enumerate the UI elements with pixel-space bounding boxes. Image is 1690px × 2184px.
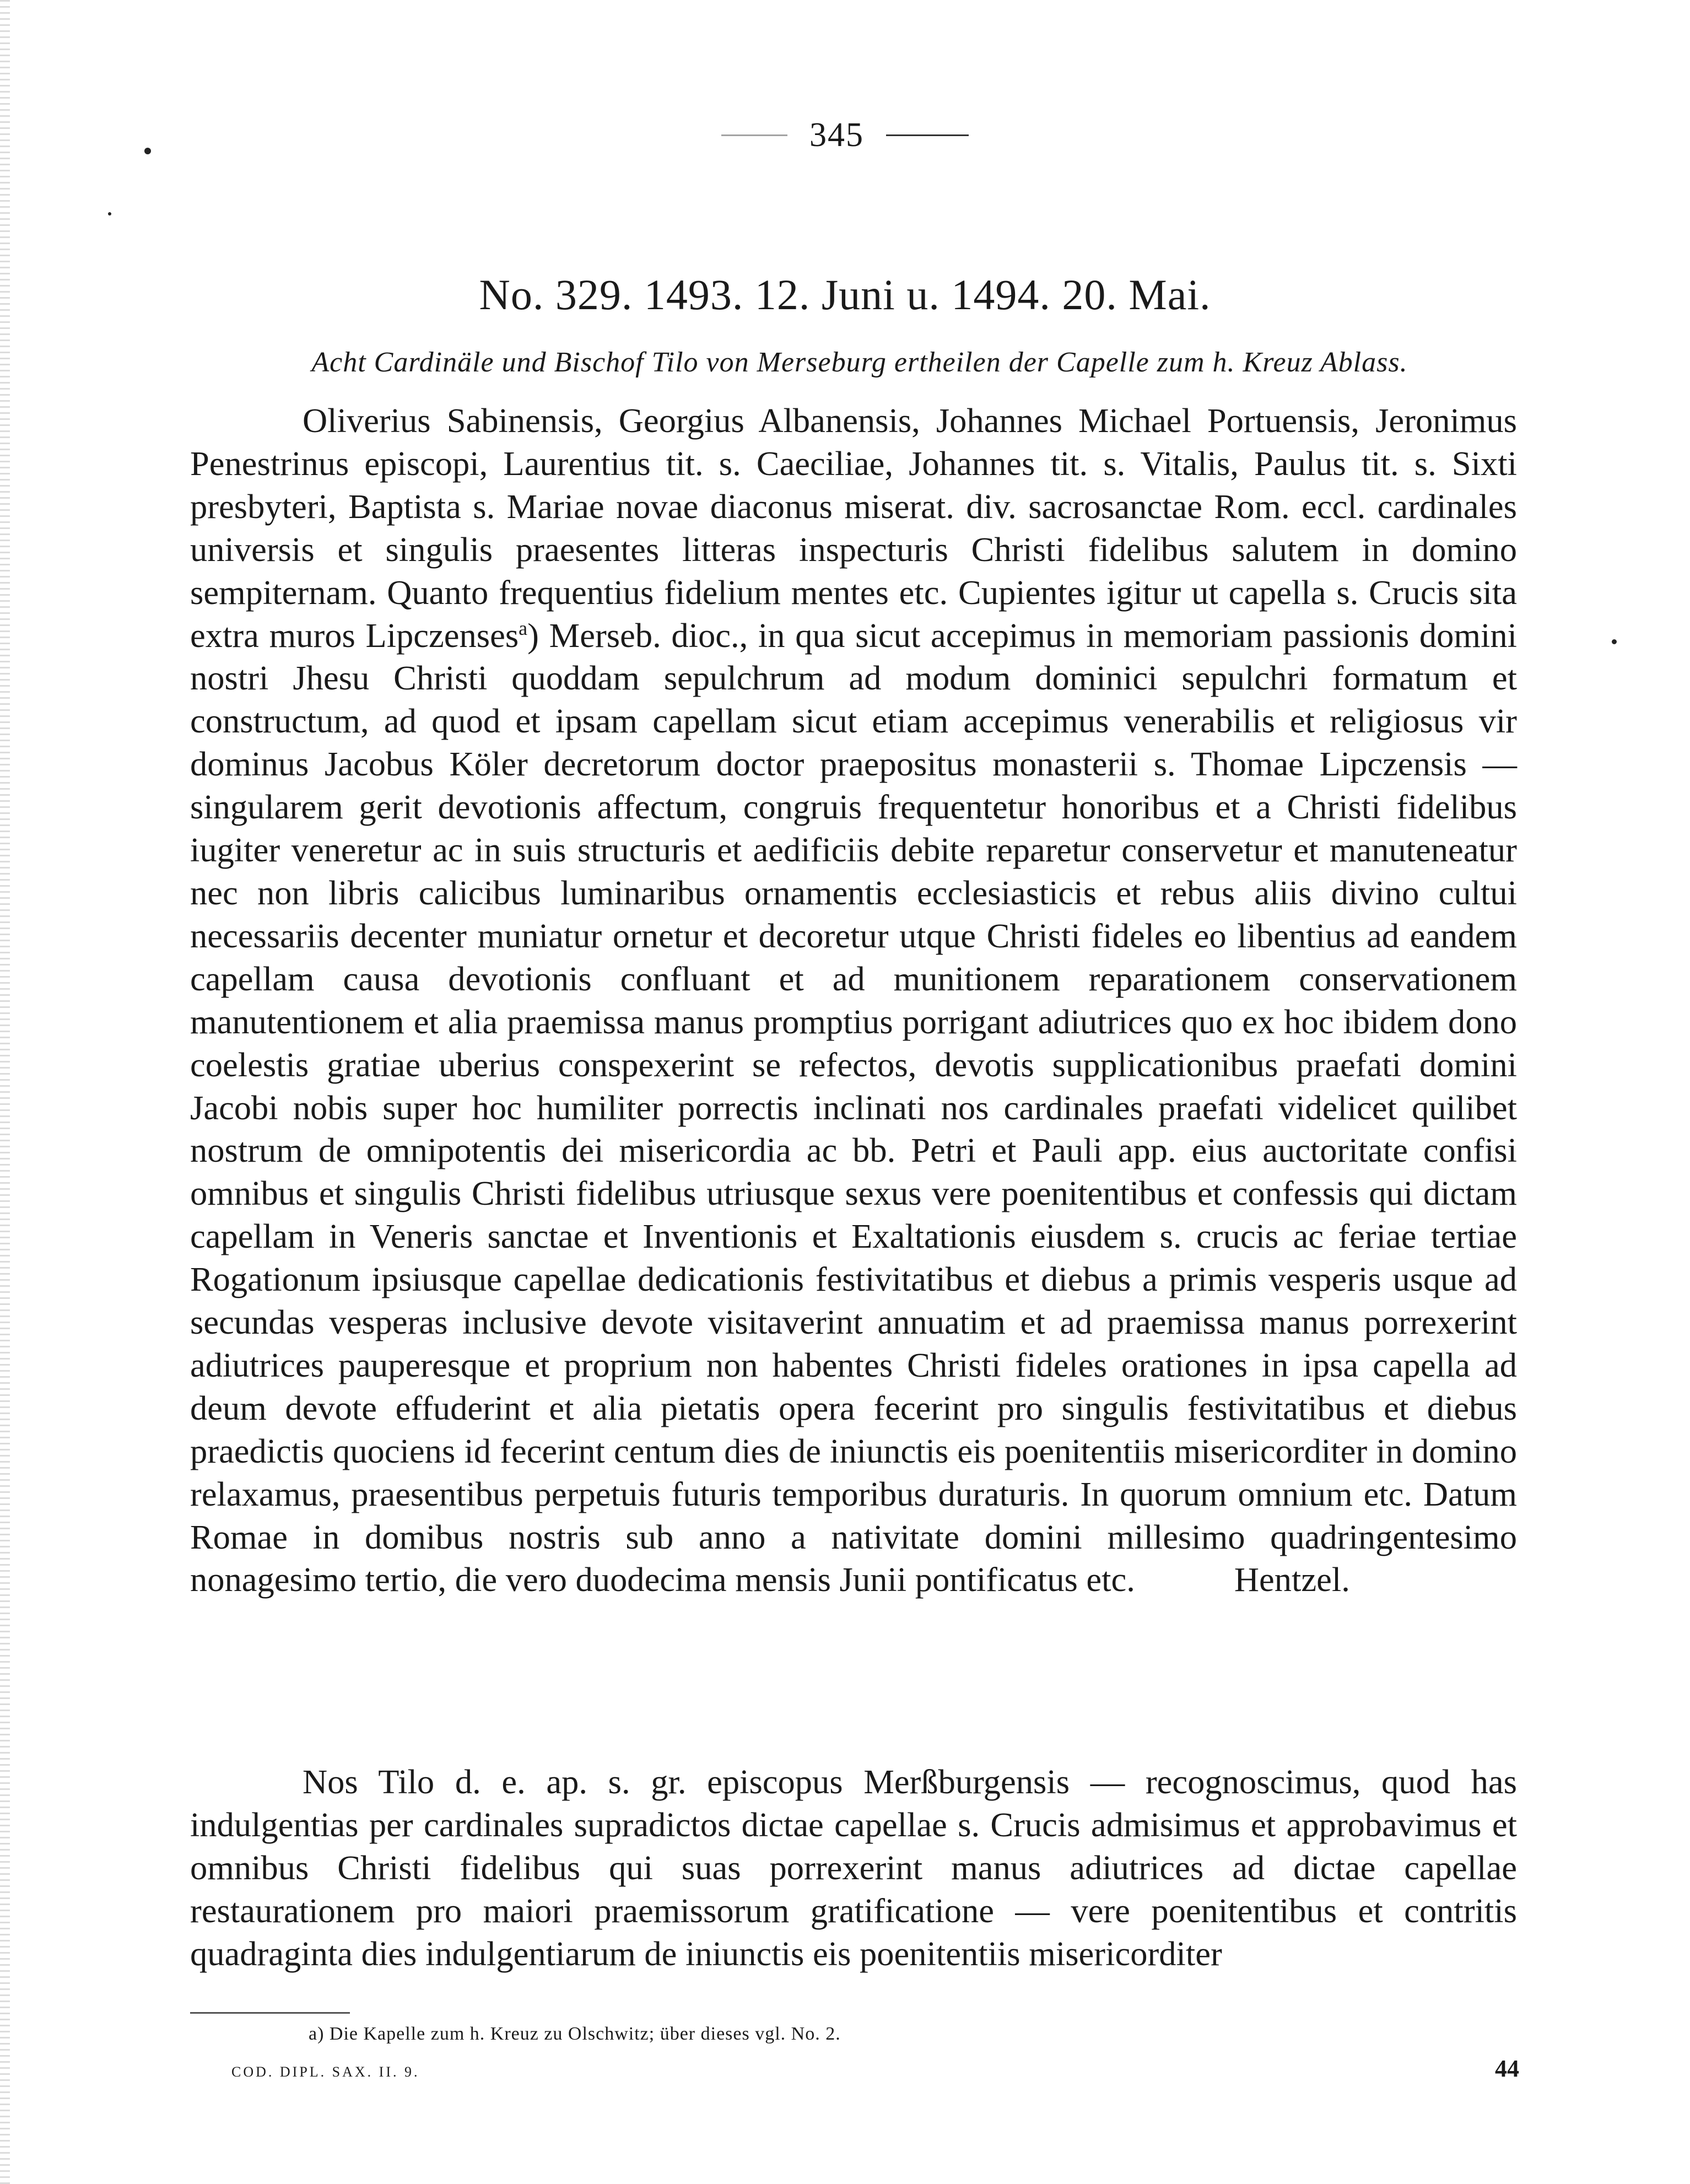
scan-speck	[1612, 639, 1617, 644]
sheet-number: 44	[1495, 2055, 1519, 2082]
header-rule-right	[886, 134, 969, 136]
charter-text-part-1: Oliverius Sabinensis, Georgius Albanensis, Johannes Michael Portuensis, Jeronimus Penestrinus episcopi, Laurentius tit. s. Caeciliae, Johannes tit. s. Vitalis, Paulus tit. s. Sixti presbyteri, Baptista s. Mariae novae diaconus miserat. div. sacrosanctae Rom. eccl. cardinales universis et singulis praesentes litteras inspecturis Christi fidelibus salutem in domino sempiternam. Quanto frequentius fidelium mentes etc. Cupientes igitur ut capella s. Crucis sita extra muros Lipczenses	[190, 401, 1517, 655]
footnote-marker: a	[519, 617, 528, 639]
charter-text-part-2: ) Merseb. dioc., in qua sicut accepimus in memoriam passionis domini nostri Jhesu Christi quoddam sepulchrum ad modum dominici sepulchri formatum et constructum, ad quod et ipsam capellam sicut etiam accepimus venerabilis et religiosus vir dominus Jacobus Köler decretorum doctor praepositus monasterii s. Thomae Lipczensis — singularem gerit devotionis affectum, congruis frequentetur honoribus et a Christi fidelibus iugiter veneretur ac in suis structuris et aedificiis debite reparetur conservetur et manuteneatur nec non libris calicibus luminaribus ornamentis ecclesiasticis et rebus aliis divino cultui necessariis decenter muniatur ornetur et decoretur utque Christi fideles eo libentius ad eandem capellam causa devotionis confluant et ad munitionem reparationem conservationem manutentionem et alia praemissa manus promptius porrigant adiutrices quo ex hoc ibidem dono coelestis gratiae uberius conspexerint se refectos, devotis supplicationibus praefati domini Jacobi nobis super hoc humiliter porrectis inclinati nos cardinales praefati videlicet quilibet nostrum de omnipotentis dei misericordia ac bb. Petri et Pauli app. eius auctoritate confisi omnibus et singulis Christi fidelibus utriusque sexus vere poenitentibus et confessis qui dictam capellam in Veneris sanctae et Inventionis et Exaltationis eiusdem s. crucis ac feriae tertiae Rogationum ipsiusque capellae dedicationis festivitatibus et diebus a primis vesperis usque ad secundas vesperas inclusive devote visitaverint annuatim et ad praemissa manus porrexerint adiutrices pauperesque et proprium non habentes Christi fideles orationes in ipsa capella ad deum devote effuderint et alia pietatis opera fecerint pro singulis festivitatibus et diebus praedictis quociens id fecerint centum dies de iniunctis eis poenitentiis misericorditer in domino relaxamus, praesentibus perpetuis futuris temporibus duraturis. In quorum omnium etc. Datum Romae in domibus nostris sub anno a nativitate domini millesimo quadringentesimo nonagesimo tertio, die vero duodecima mensis Junii pontificatus etc.	[190, 616, 1517, 1599]
scribe-signature: Hentzel.	[1234, 1560, 1350, 1599]
document-heading: No. 329. 1493. 12. Juni u. 1494. 20. Mai.	[479, 271, 1211, 319]
scan-speck	[108, 212, 111, 215]
header-rule-left	[721, 134, 787, 136]
document-subtitle: Acht Cardinäle und Bischof Tilo von Merseburg ertheilen der Capelle zum h. Kreuz Ablass.	[311, 347, 1408, 378]
bishop-confirmation-text: Nos Tilo d. e. ap. s. gr. episcopus Merßburgensis — recognoscimus, quod has indulgentias per cardinales supradictos dictae capellae s. Crucis admisimus et approbavimus et omnibus Christi fidelibus qui suas porrexerint manus adiutrices ad dictae capellae restaurationem pro maiori praemissorum gratificatione — vere poenitentibus et contritis quadraginta dies indulgentiarum de iniunctis eis poenitentiis misericorditer	[190, 1762, 1517, 1973]
footnote-rule	[190, 2012, 350, 2014]
scan-edge	[0, 0, 10, 2184]
charter-text	[190, 400, 1517, 1601]
page-number: 345	[809, 116, 864, 154]
page-footer	[231, 2054, 1519, 2083]
page-header	[0, 116, 1690, 155]
footnote: a) Die Kapelle zum h. Kreuz zu Olschwitz; über dieses vgl. No. 2.	[309, 2024, 841, 2044]
signature-mark: COD. DIPL. SAX. II. 9.	[231, 2064, 420, 2080]
